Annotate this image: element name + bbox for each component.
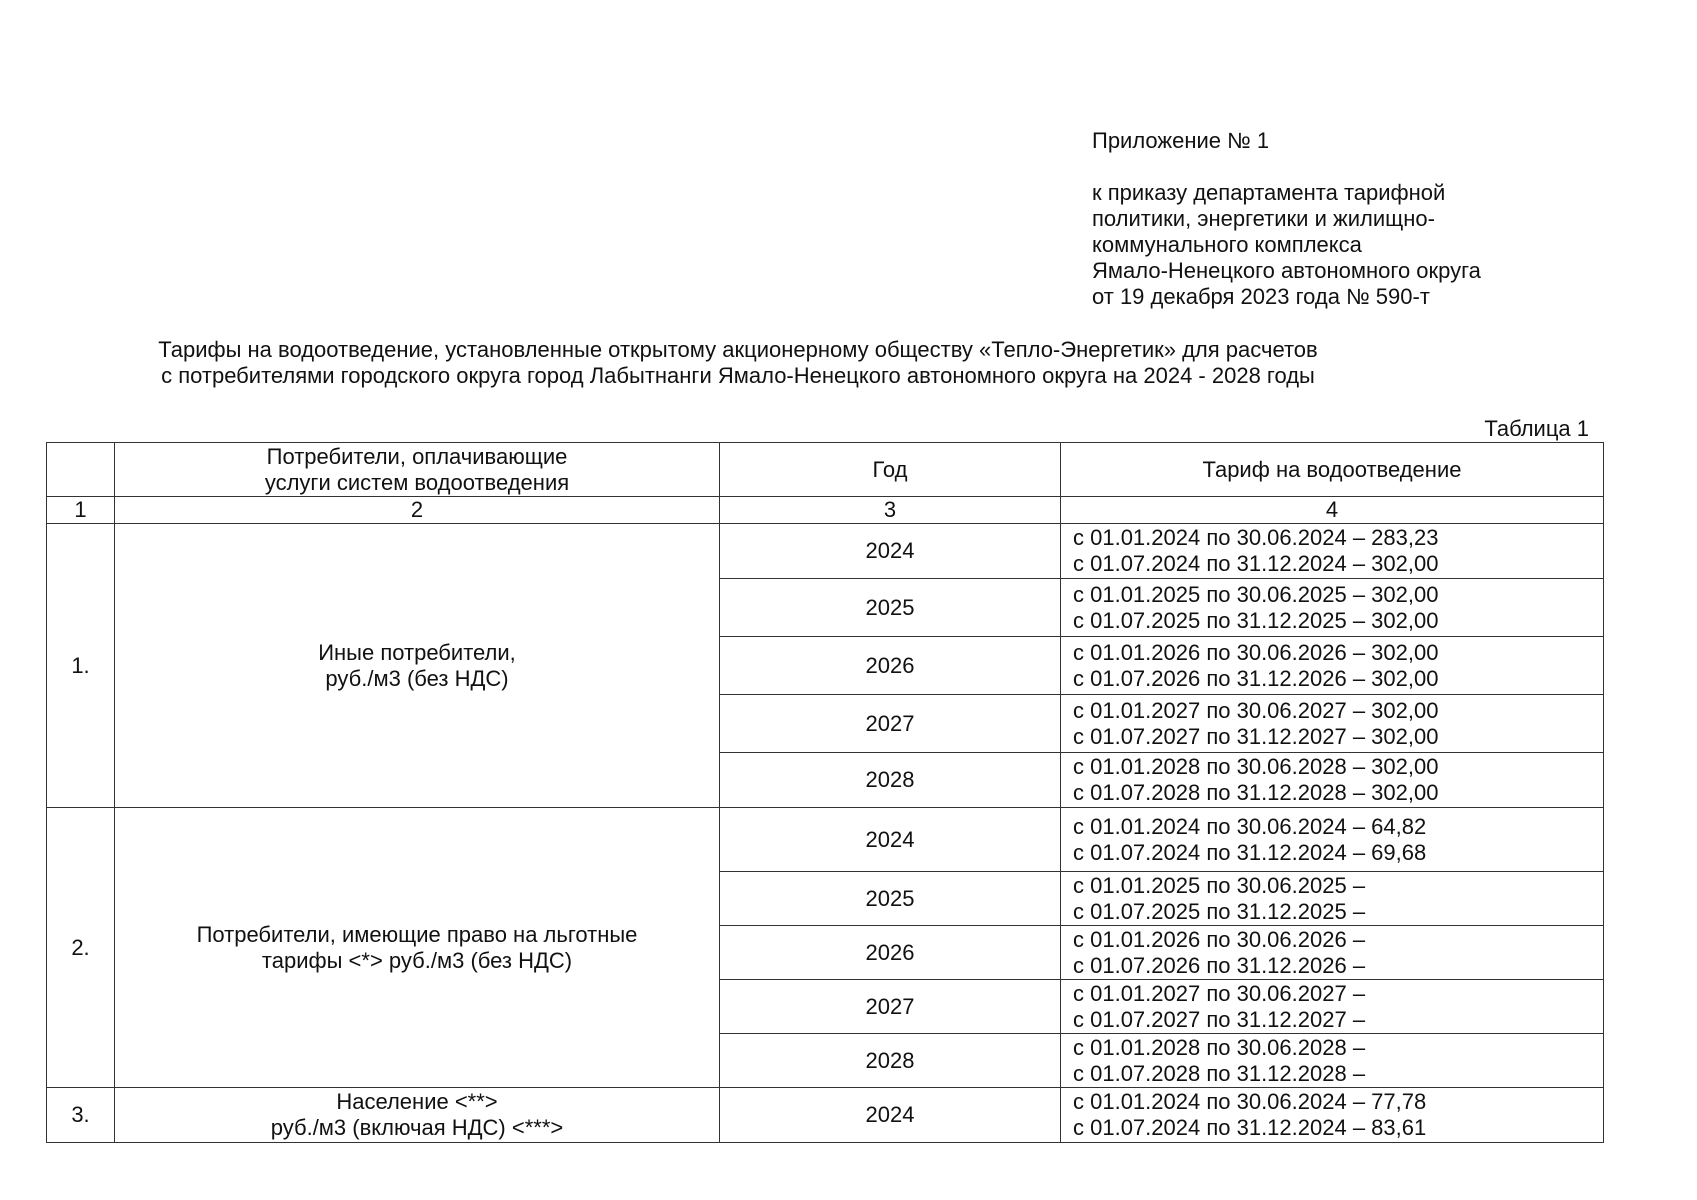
appendix-line: Ямало-Ненецкого автономного округа <box>1092 258 1481 283</box>
header-tariff-cell: Тариф на водоотведение <box>1061 443 1604 497</box>
tariff-period-second-half: с 01.07.2024 по 31.12.2024 – 83,61 <box>1073 1115 1427 1140</box>
col-number-cell: 1 <box>47 497 115 524</box>
tariff-period-first-half: с 01.01.2028 по 30.06.2028 – <box>1073 1034 1366 1060</box>
col-number-cell: 4 <box>1061 497 1604 524</box>
appendix-line: от 19 декабря 2023 года № 590-т <box>1092 284 1430 309</box>
year-cell: 2028 <box>720 753 1061 808</box>
col-number-cell: 3 <box>720 497 1061 524</box>
tariff-cell <box>1061 579 1604 637</box>
tariff-cell <box>1061 926 1604 980</box>
appendix-title: Приложение № 1 <box>1092 128 1270 153</box>
tariff-period-second-half: с 01.07.2024 по 31.12.2024 – 302,00 <box>1073 551 1439 576</box>
row-number-cell: 2. <box>47 808 115 1088</box>
tariff-cell <box>1061 1034 1604 1088</box>
tariff-period-first-half: с 01.01.2024 по 30.06.2024 – 64,82 <box>1073 813 1427 839</box>
year-cell: 2024 <box>720 1088 1061 1143</box>
appendix-block <box>1092 128 1552 310</box>
table-label: Таблица 1 <box>1484 416 1589 441</box>
year-cell: 2025 <box>720 579 1061 637</box>
year-cell: 2024 <box>720 808 1061 872</box>
table-row <box>47 808 1604 872</box>
tariff-cell <box>1061 695 1604 753</box>
tariff-cell <box>1061 872 1604 926</box>
tariff-period-second-half: с 01.07.2024 по 31.12.2024 – 69,68 <box>1073 839 1427 865</box>
year-cell: 2026 <box>720 926 1061 980</box>
tariff-period-first-half: с 01.01.2024 по 30.06.2024 – 283,23 <box>1073 525 1439 550</box>
row-number-cell: 3. <box>47 1088 115 1143</box>
tariff-period-first-half: с 01.01.2026 по 30.06.2026 – <box>1073 926 1366 952</box>
year-cell: 2024 <box>720 524 1061 579</box>
tariff-period-second-half: с 01.07.2027 по 31.12.2027 – <box>1073 1006 1366 1032</box>
tariff-table <box>46 442 1604 1143</box>
tariff-cell <box>1061 980 1604 1034</box>
col-number-cell: 2 <box>115 497 720 524</box>
table-header-row <box>47 443 1604 497</box>
appendix-line: коммунального комплекса <box>1092 232 1362 257</box>
tariff-period-second-half: с 01.07.2027 по 31.12.2027 – 302,00 <box>1073 723 1439 749</box>
year-cell: 2026 <box>720 637 1061 695</box>
year-cell: 2027 <box>720 695 1061 753</box>
tariff-period-first-half: с 01.01.2025 по 30.06.2025 – <box>1073 872 1366 898</box>
header-num-cell <box>47 443 115 497</box>
tariff-cell <box>1061 637 1604 695</box>
consumer-cell: Потребители, имеющие право на льготные тарифы <*> руб./м3 (без НДС) <box>115 808 720 1088</box>
tariff-cell <box>1061 808 1604 872</box>
year-cell: 2027 <box>720 980 1061 1034</box>
tariff-period-second-half: с 01.07.2026 по 31.12.2026 – <box>1073 952 1366 978</box>
document-title-line: с потребителями городского округа город Лабытнанги Ямало-Ненецкого автономного округа на 2024 - 2028 годы <box>161 363 1315 388</box>
appendix-line: к приказу департамента тарифной <box>1092 180 1446 205</box>
table-row <box>47 524 1604 579</box>
document-title <box>60 337 1416 389</box>
tariff-cell <box>1061 1088 1604 1143</box>
header-year-cell: Год <box>720 443 1061 497</box>
tariff-period-first-half: с 01.01.2025 по 30.06.2025 – 302,00 <box>1073 581 1439 607</box>
tariff-period-first-half: с 01.01.2028 по 30.06.2028 – 302,00 <box>1073 754 1439 779</box>
tariff-period-first-half: с 01.01.2026 по 30.06.2026 – 302,00 <box>1073 639 1439 665</box>
tariff-cell <box>1061 753 1604 808</box>
year-cell: 2028 <box>720 1034 1061 1088</box>
document-title-line: Тарифы на водоотведение, установленные открытому акционерному обществу «Тепло-Энергетик» для расчетов <box>158 337 1318 362</box>
table-row <box>47 1088 1604 1143</box>
consumer-cell: Иные потребители, руб./м3 (без НДС) <box>115 524 720 808</box>
consumer-cell: Население <**> руб./м3 (включая НДС) <***> <box>115 1088 720 1143</box>
row-number-cell: 1. <box>47 524 115 808</box>
tariff-period-first-half: с 01.01.2027 по 30.06.2027 – <box>1073 980 1366 1006</box>
tariff-period-first-half: с 01.01.2024 по 30.06.2024 – 77,78 <box>1073 1089 1427 1114</box>
tariff-period-second-half: с 01.07.2025 по 31.12.2025 – <box>1073 898 1366 924</box>
header-consumers-cell: Потребители, оплачивающие услуги систем водоотведения <box>115 443 720 497</box>
tariff-period-second-half: с 01.07.2025 по 31.12.2025 – 302,00 <box>1073 607 1439 633</box>
tariff-period-second-half: с 01.07.2026 по 31.12.2026 – 302,00 <box>1073 665 1439 691</box>
tariff-period-second-half: с 01.07.2028 по 31.12.2028 – 302,00 <box>1073 780 1439 805</box>
year-cell: 2025 <box>720 872 1061 926</box>
column-number-row <box>47 497 1604 524</box>
tariff-period-second-half: с 01.07.2028 по 31.12.2028 – <box>1073 1060 1366 1086</box>
appendix-line: политики, энергетики и жилищно- <box>1092 206 1435 231</box>
tariff-period-first-half: с 01.01.2027 по 30.06.2027 – 302,00 <box>1073 697 1439 723</box>
tariff-cell <box>1061 524 1604 579</box>
